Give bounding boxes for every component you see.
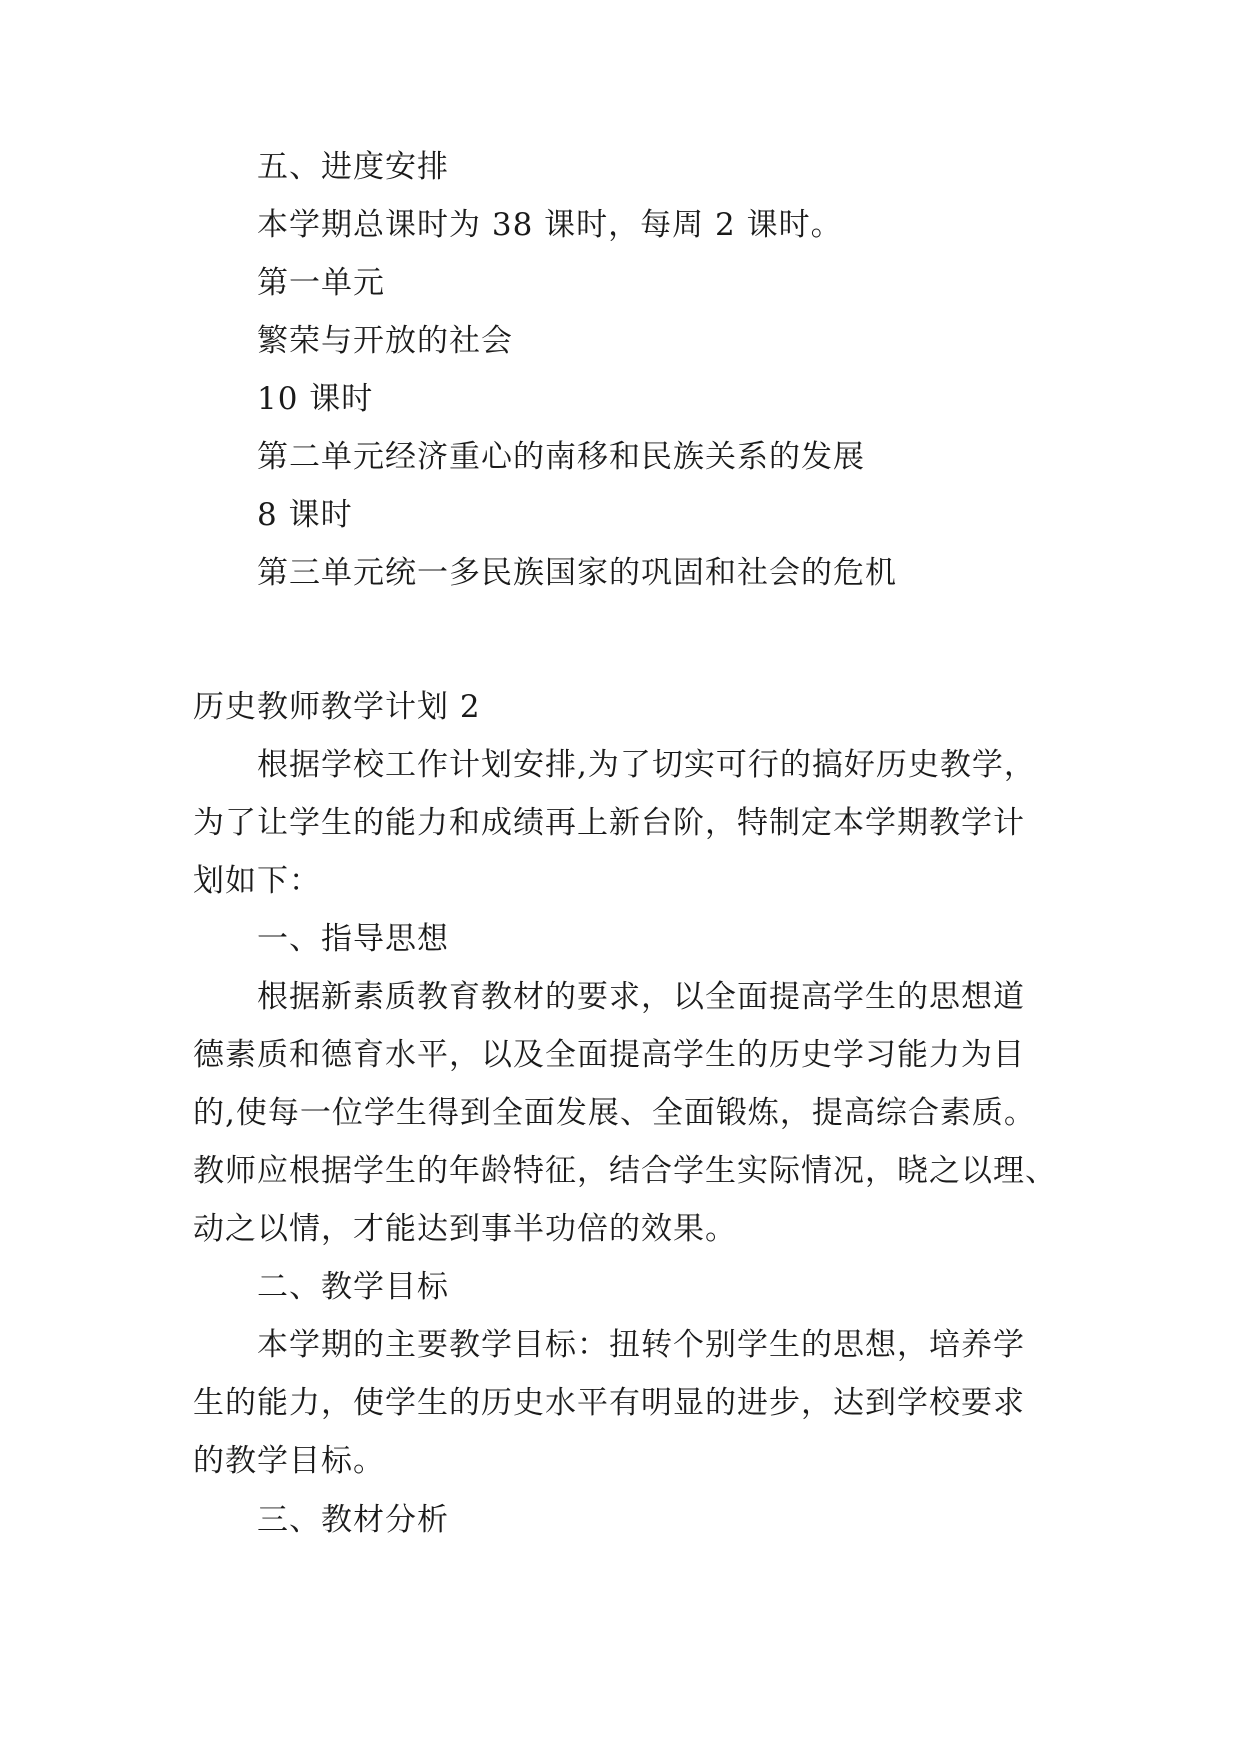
goals-line-3: 的教学目标。 xyxy=(193,1443,385,1479)
guiding-line-1: 根据新素质教育教材的要求，以全面提高学生的思想道 xyxy=(257,979,1025,1015)
intro-line-2: 为了让学生的能力和成绩再上新台阶，特制定本学期教学计 xyxy=(193,805,1025,841)
plan-title: 历史教师教学计划 2 xyxy=(193,689,481,725)
unit-one-name: 繁荣与开放的社会 xyxy=(257,323,513,359)
unit-three-title: 第三单元统一多民族国家的巩固和社会的危机 xyxy=(257,555,897,591)
unit-two-title: 第二单元经济重心的南移和民族关系的发展 xyxy=(257,439,865,475)
section-heading-guiding-thought: 一、指导思想 xyxy=(257,921,449,957)
unit-one-hours: 10 课时 xyxy=(257,381,374,417)
total-hours-text: 本学期总课时为 38 课时，每周 2 课时。 xyxy=(257,207,843,243)
unit-two-hours: 8 课时 xyxy=(257,497,353,533)
guiding-line-5: 动之以情，才能达到事半功倍的效果。 xyxy=(193,1211,737,1247)
unit-one-title: 第一单元 xyxy=(257,265,385,301)
guiding-line-3: 的,使每一位学生得到全面发展、全面锻炼，提高综合素质。 xyxy=(193,1095,1036,1131)
goals-line-2: 生的能力，使学生的历史水平有明显的进步，达到学校要求 xyxy=(193,1385,1025,1421)
guiding-line-2: 德素质和德育水平，以及全面提高学生的历史学习能力为目 xyxy=(193,1037,1025,1073)
section-heading-teaching-goals: 二、教学目标 xyxy=(257,1269,449,1305)
intro-line-3: 划如下： xyxy=(193,863,321,899)
guiding-line-4: 教师应根据学生的年龄特征，结合学生实际情况，晓之以理、 xyxy=(193,1153,1057,1189)
section-heading-schedule: 五、进度安排 xyxy=(257,149,449,185)
intro-line-1: 根据学校工作计划安排,为了切实可行的搞好历史教学， xyxy=(257,747,1036,783)
section-heading-material-analysis: 三、教材分析 xyxy=(257,1502,449,1538)
goals-line-1: 本学期的主要教学目标：扭转个别学生的思想，培养学 xyxy=(257,1327,1025,1363)
